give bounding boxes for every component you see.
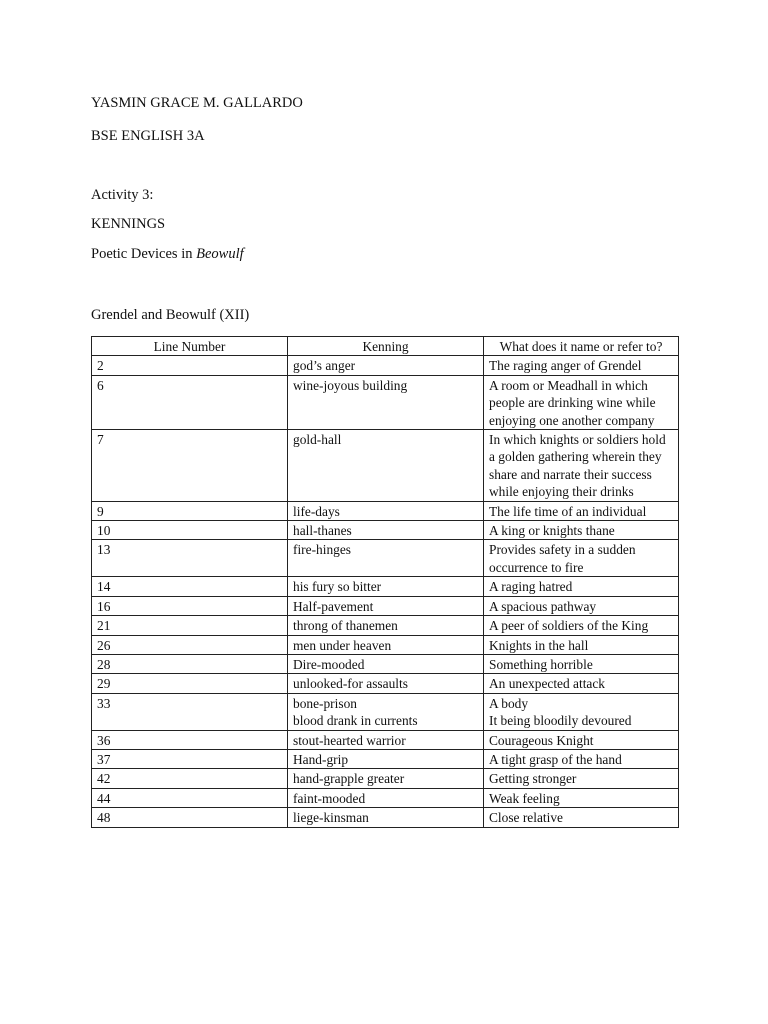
cell-kenning: throng of thanemen: [288, 616, 484, 635]
cell-meaning: The raging anger of Grendel: [484, 356, 679, 375]
table-row: [92, 596, 679, 615]
cell-kenning: stout-hearted warrior: [288, 730, 484, 749]
activity-label: Activity 3:: [91, 187, 154, 203]
cell-kenning: gold-hall: [288, 430, 484, 502]
table-row: [92, 375, 679, 429]
section-heading: Grendel and Beowulf (XII): [91, 307, 250, 323]
table-row: [92, 808, 679, 827]
cell-line: 2: [92, 356, 288, 375]
cell-meaning: Provides safety in a sudden occurrence to fire: [484, 540, 679, 577]
table-row: [92, 356, 679, 375]
cell-line: 33: [92, 693, 288, 730]
cell-meaning: A body It being bloodily devoured: [484, 693, 679, 730]
table-row: [92, 521, 679, 540]
cell-kenning: liege-kinsman: [288, 808, 484, 827]
cell-line: 42: [92, 769, 288, 788]
cell-kenning: hall-thanes: [288, 521, 484, 540]
topic-text: KENNINGS: [91, 216, 166, 232]
table-row: [92, 749, 679, 768]
topic-title: [91, 215, 165, 233]
cell-line: 48: [92, 808, 288, 827]
cell-kenning: unlooked-for assaults: [288, 674, 484, 693]
cell-kenning: wine-joyous building: [288, 375, 484, 429]
course-label: BSE ENGLISH 3A: [91, 128, 205, 144]
cell-meaning: Knights in the hall: [484, 635, 679, 654]
student-name: YASMIN GRACE M. GALLARDO: [91, 95, 303, 111]
cell-meaning: Weak feeling: [484, 788, 679, 807]
cell-meaning: A king or knights thane: [484, 521, 679, 540]
cell-kenning: Half-pavement: [288, 596, 484, 615]
subtitle-prefix: Poetic Devices in: [91, 246, 197, 262]
cell-kenning: Dire-mooded: [288, 654, 484, 673]
table-row: [92, 430, 679, 502]
table-row: [92, 693, 679, 730]
cell-kenning: hand-grapple greater: [288, 769, 484, 788]
cell-meaning: Close relative: [484, 808, 679, 827]
table-row: [92, 730, 679, 749]
cell-line: 16: [92, 596, 288, 615]
cell-meaning: Courageous Knight: [484, 730, 679, 749]
cell-line: 13: [92, 540, 288, 577]
header-meaning: What does it name or refer to?: [484, 337, 679, 356]
cell-meaning: A peer of soldiers of the King: [484, 616, 679, 635]
table-row: [92, 501, 679, 520]
cell-meaning: The life time of an individual: [484, 501, 679, 520]
cell-line: 21: [92, 616, 288, 635]
table-row: [92, 616, 679, 635]
cell-meaning: Getting stronger: [484, 769, 679, 788]
cell-meaning: A tight grasp of the hand: [484, 749, 679, 768]
subtitle-work: Beowulf: [196, 246, 244, 262]
cell-meaning: An unexpected attack: [484, 674, 679, 693]
cell-kenning: Hand-grip: [288, 749, 484, 768]
cell-line: 10: [92, 521, 288, 540]
cell-kenning: his fury so bitter: [288, 577, 484, 596]
cell-kenning: faint-mooded: [288, 788, 484, 807]
cell-meaning: In which knights or soldiers hold a golden gathering wherein they share and narrate their success while enjoying their drinks: [484, 430, 679, 502]
cell-line: 6: [92, 375, 288, 429]
cell-line: 14: [92, 577, 288, 596]
cell-meaning: Something horrible: [484, 654, 679, 673]
cell-kenning: life-days: [288, 501, 484, 520]
cell-kenning: fire-hinges: [288, 540, 484, 577]
cell-kenning: god’s anger: [288, 356, 484, 375]
cell-line: 29: [92, 674, 288, 693]
cell-line: 9: [92, 501, 288, 520]
cell-line: 36: [92, 730, 288, 749]
cell-line: 26: [92, 635, 288, 654]
cell-meaning: A raging hatred: [484, 577, 679, 596]
cell-kenning: men under heaven: [288, 635, 484, 654]
kennings-table: [91, 336, 679, 828]
table-header-row: [92, 337, 679, 356]
cell-kenning: bone-prison blood drank in currents: [288, 693, 484, 730]
table-row: [92, 769, 679, 788]
table-row: [92, 635, 679, 654]
table-row: [92, 654, 679, 673]
cell-line: 7: [92, 430, 288, 502]
cell-line: 28: [92, 654, 288, 673]
table-row: [92, 788, 679, 807]
table-row: [92, 674, 679, 693]
cell-meaning: A room or Meadhall in which people are drinking wine while enjoying one another company: [484, 375, 679, 429]
header-kenning: Kenning: [288, 337, 484, 356]
table-body: [92, 356, 679, 827]
document-subtitle: [91, 245, 244, 263]
table-row: [92, 577, 679, 596]
cell-line: 37: [92, 749, 288, 768]
cell-line: 44: [92, 788, 288, 807]
table-row: [92, 540, 679, 577]
cell-meaning: A spacious pathway: [484, 596, 679, 615]
header-line-number: Line Number: [92, 337, 288, 356]
